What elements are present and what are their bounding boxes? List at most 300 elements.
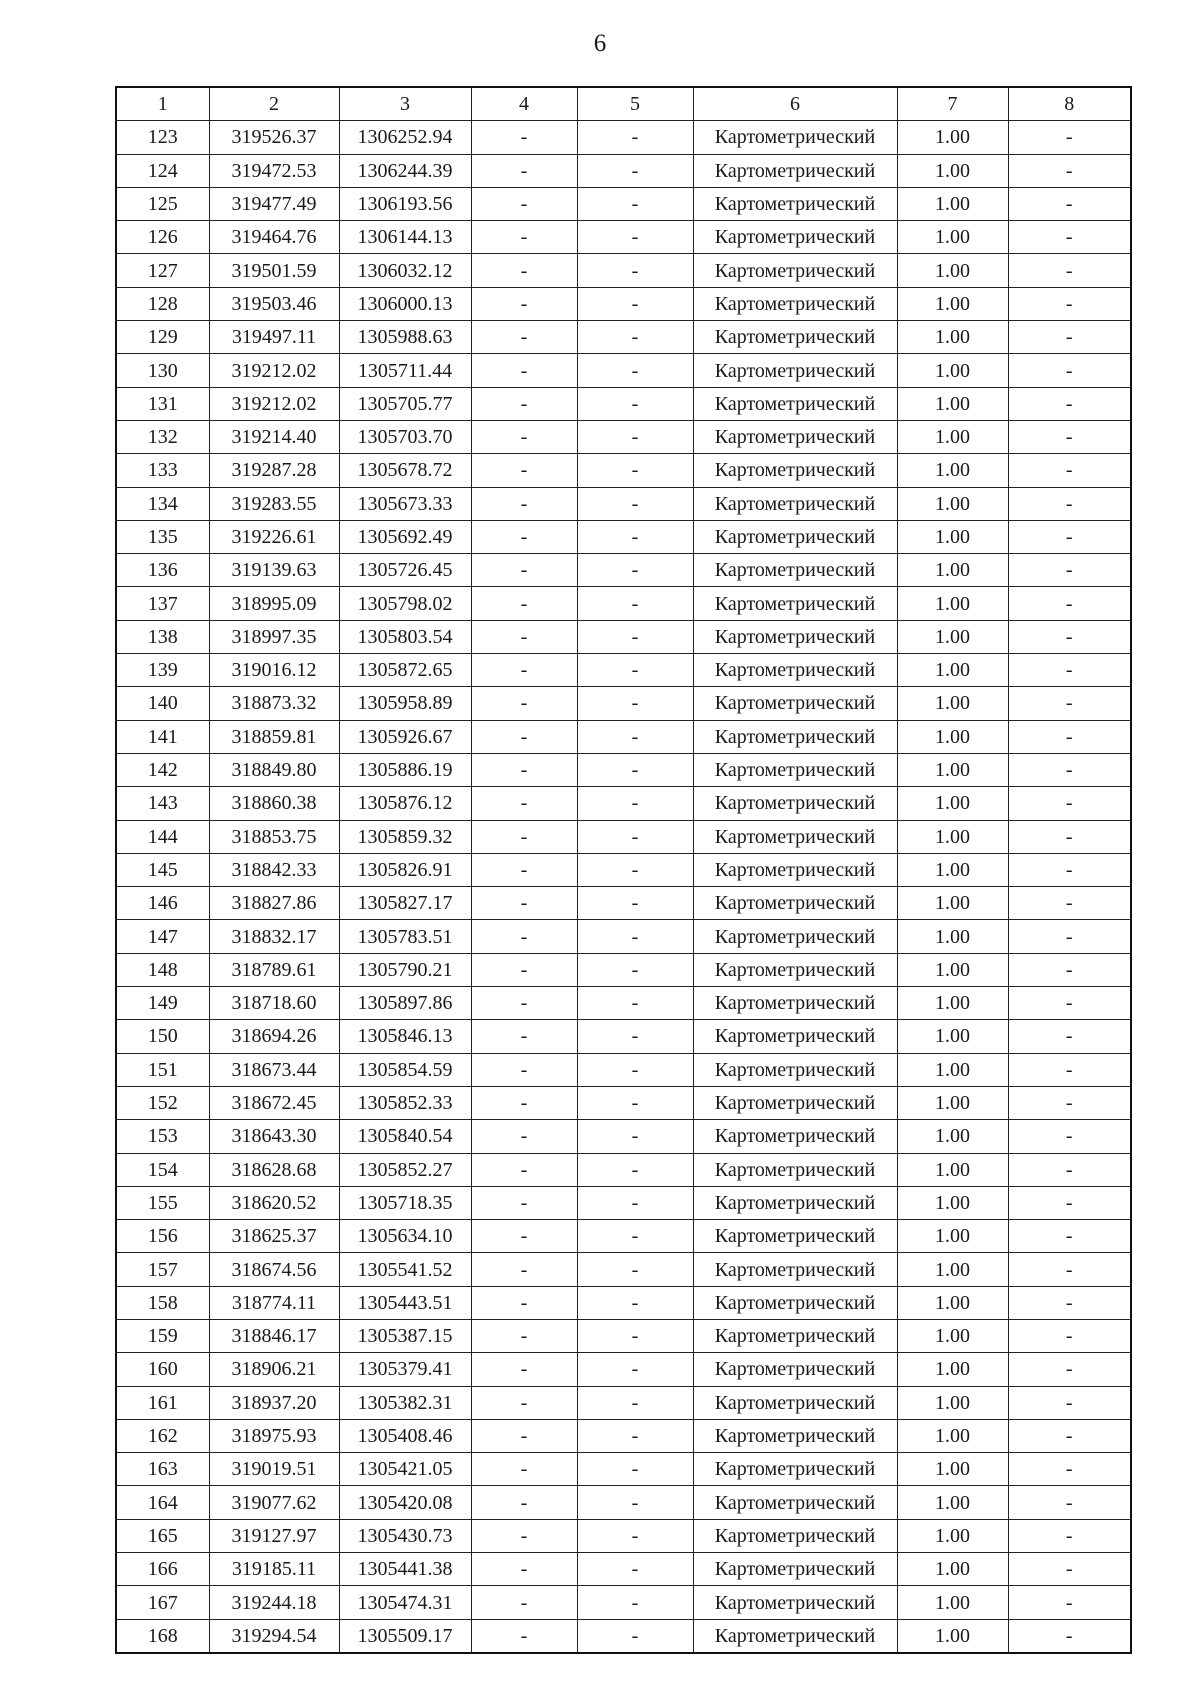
point-number-cell: 164 <box>116 1486 209 1519</box>
y-coordinate-cell: 1305840.54 <box>339 1120 471 1153</box>
point-number-cell: 125 <box>116 187 209 220</box>
col5-cell: - <box>577 1386 693 1419</box>
method-cell: Картометрический <box>693 1386 897 1419</box>
col4-cell: - <box>471 720 577 753</box>
table-row <box>116 987 1131 1020</box>
table-row <box>116 1286 1131 1319</box>
accuracy-cell: 1.00 <box>897 1220 1008 1253</box>
point-number-cell: 153 <box>116 1120 209 1153</box>
method-cell: Картометрический <box>693 1286 897 1319</box>
x-coordinate-cell: 318672.45 <box>209 1086 339 1119</box>
table-row <box>116 387 1131 420</box>
col4-cell: - <box>471 820 577 853</box>
point-number-cell: 161 <box>116 1386 209 1419</box>
col5-cell: - <box>577 487 693 520</box>
accuracy-cell: 1.00 <box>897 1319 1008 1352</box>
col8-cell: - <box>1008 587 1131 620</box>
col8-cell: - <box>1008 1353 1131 1386</box>
table-row <box>116 1586 1131 1619</box>
x-coordinate-cell: 319503.46 <box>209 287 339 320</box>
point-number-cell: 129 <box>116 321 209 354</box>
point-number-cell: 146 <box>116 887 209 920</box>
col5-cell: - <box>577 1053 693 1086</box>
table-row <box>116 1220 1131 1253</box>
y-coordinate-cell: 1306193.56 <box>339 187 471 220</box>
point-number-cell: 150 <box>116 1020 209 1053</box>
y-coordinate-cell: 1305958.89 <box>339 687 471 720</box>
point-number-cell: 166 <box>116 1553 209 1586</box>
y-coordinate-cell: 1305673.33 <box>339 487 471 520</box>
method-cell: Картометрический <box>693 953 897 986</box>
table-row <box>116 420 1131 453</box>
point-number-cell: 123 <box>116 121 209 154</box>
x-coordinate-cell: 318625.37 <box>209 1220 339 1253</box>
x-coordinate-cell: 319294.54 <box>209 1619 339 1653</box>
col4-cell: - <box>471 853 577 886</box>
method-cell: Картометрический <box>693 1486 897 1519</box>
accuracy-cell: 1.00 <box>897 687 1008 720</box>
table-row <box>116 1353 1131 1386</box>
x-coordinate-cell: 319212.02 <box>209 354 339 387</box>
x-coordinate-cell: 319472.53 <box>209 154 339 187</box>
y-coordinate-cell: 1305872.65 <box>339 654 471 687</box>
method-cell: Картометрический <box>693 487 897 520</box>
y-coordinate-cell: 1306144.13 <box>339 221 471 254</box>
col8-cell: - <box>1008 1519 1131 1552</box>
table-row <box>116 787 1131 820</box>
table-row <box>116 221 1131 254</box>
x-coordinate-cell: 318774.11 <box>209 1286 339 1319</box>
method-cell: Картометрический <box>693 354 897 387</box>
col8-cell: - <box>1008 221 1131 254</box>
col4-cell: - <box>471 1020 577 1053</box>
table-row <box>116 1386 1131 1419</box>
col8-cell: - <box>1008 1453 1131 1486</box>
col8-cell: - <box>1008 554 1131 587</box>
table-row <box>116 687 1131 720</box>
header-cell: 4 <box>471 87 577 121</box>
table-row <box>116 187 1131 220</box>
accuracy-cell: 1.00 <box>897 354 1008 387</box>
col8-cell: - <box>1008 920 1131 953</box>
col8-cell: - <box>1008 354 1131 387</box>
table-row <box>116 1186 1131 1219</box>
col8-cell: - <box>1008 1253 1131 1286</box>
header-cell: 2 <box>209 87 339 121</box>
method-cell: Картометрический <box>693 1186 897 1219</box>
method-cell: Картометрический <box>693 254 897 287</box>
point-number-cell: 152 <box>116 1086 209 1119</box>
col5-cell: - <box>577 221 693 254</box>
y-coordinate-cell: 1305846.13 <box>339 1020 471 1053</box>
method-cell: Картометрический <box>693 1353 897 1386</box>
point-number-cell: 147 <box>116 920 209 953</box>
point-number-cell: 128 <box>116 287 209 320</box>
col8-cell: - <box>1008 1286 1131 1319</box>
header-cell: 8 <box>1008 87 1131 121</box>
accuracy-cell: 1.00 <box>897 654 1008 687</box>
y-coordinate-cell: 1305827.17 <box>339 887 471 920</box>
point-number-cell: 137 <box>116 587 209 620</box>
method-cell: Картометрический <box>693 1053 897 1086</box>
table-row <box>116 1120 1131 1153</box>
col5-cell: - <box>577 787 693 820</box>
y-coordinate-cell: 1305859.32 <box>339 820 471 853</box>
y-coordinate-cell: 1305826.91 <box>339 853 471 886</box>
y-coordinate-cell: 1306032.12 <box>339 254 471 287</box>
accuracy-cell: 1.00 <box>897 1120 1008 1153</box>
col5-cell: - <box>577 154 693 187</box>
col8-cell: - <box>1008 753 1131 786</box>
col5-cell: - <box>577 587 693 620</box>
y-coordinate-cell: 1305408.46 <box>339 1419 471 1452</box>
accuracy-cell: 1.00 <box>897 920 1008 953</box>
x-coordinate-cell: 318995.09 <box>209 587 339 620</box>
col4-cell: - <box>471 387 577 420</box>
col8-cell: - <box>1008 853 1131 886</box>
col5-cell: - <box>577 187 693 220</box>
col5-cell: - <box>577 1120 693 1153</box>
col5-cell: - <box>577 620 693 653</box>
y-coordinate-cell: 1305876.12 <box>339 787 471 820</box>
x-coordinate-cell: 318620.52 <box>209 1186 339 1219</box>
table-row <box>116 587 1131 620</box>
col8-cell: - <box>1008 787 1131 820</box>
method-cell: Картометрический <box>693 620 897 653</box>
col8-cell: - <box>1008 720 1131 753</box>
accuracy-cell: 1.00 <box>897 1353 1008 1386</box>
accuracy-cell: 1.00 <box>897 520 1008 553</box>
col4-cell: - <box>471 587 577 620</box>
col4-cell: - <box>471 454 577 487</box>
accuracy-cell: 1.00 <box>897 1186 1008 1219</box>
table-row <box>116 620 1131 653</box>
point-number-cell: 142 <box>116 753 209 786</box>
col5-cell: - <box>577 1319 693 1352</box>
x-coordinate-cell: 319214.40 <box>209 420 339 453</box>
col4-cell: - <box>471 221 577 254</box>
accuracy-cell: 1.00 <box>897 587 1008 620</box>
y-coordinate-cell: 1305541.52 <box>339 1253 471 1286</box>
col5-cell: - <box>577 287 693 320</box>
col5-cell: - <box>577 887 693 920</box>
col8-cell: - <box>1008 1120 1131 1153</box>
accuracy-cell: 1.00 <box>897 887 1008 920</box>
method-cell: Картометрический <box>693 720 897 753</box>
method-cell: Картометрический <box>693 1519 897 1552</box>
y-coordinate-cell: 1305852.27 <box>339 1153 471 1186</box>
col5-cell: - <box>577 1153 693 1186</box>
y-coordinate-cell: 1305634.10 <box>339 1220 471 1253</box>
point-number-cell: 144 <box>116 820 209 853</box>
col8-cell: - <box>1008 321 1131 354</box>
y-coordinate-cell: 1306000.13 <box>339 287 471 320</box>
method-cell: Картометрический <box>693 587 897 620</box>
col5-cell: - <box>577 1553 693 1586</box>
col8-cell: - <box>1008 1186 1131 1219</box>
col5-cell: - <box>577 1619 693 1653</box>
x-coordinate-cell: 318673.44 <box>209 1053 339 1086</box>
y-coordinate-cell: 1305897.86 <box>339 987 471 1020</box>
col4-cell: - <box>471 1486 577 1519</box>
accuracy-cell: 1.00 <box>897 1419 1008 1452</box>
accuracy-cell: 1.00 <box>897 121 1008 154</box>
accuracy-cell: 1.00 <box>897 853 1008 886</box>
point-number-cell: 163 <box>116 1453 209 1486</box>
x-coordinate-cell: 318997.35 <box>209 620 339 653</box>
col4-cell: - <box>471 887 577 920</box>
col4-cell: - <box>471 154 577 187</box>
col4-cell: - <box>471 187 577 220</box>
point-number-cell: 141 <box>116 720 209 753</box>
point-number-cell: 148 <box>116 953 209 986</box>
table-row <box>116 920 1131 953</box>
col5-cell: - <box>577 420 693 453</box>
point-number-cell: 165 <box>116 1519 209 1552</box>
method-cell: Картометрический <box>693 420 897 453</box>
col8-cell: - <box>1008 1419 1131 1452</box>
table-row <box>116 1020 1131 1053</box>
table-row <box>116 1419 1131 1452</box>
y-coordinate-cell: 1305852.33 <box>339 1086 471 1119</box>
method-cell: Картометрический <box>693 787 897 820</box>
method-cell: Картометрический <box>693 1086 897 1119</box>
accuracy-cell: 1.00 <box>897 1586 1008 1619</box>
point-number-cell: 159 <box>116 1319 209 1352</box>
method-cell: Картометрический <box>693 1120 897 1153</box>
col4-cell: - <box>471 953 577 986</box>
accuracy-cell: 1.00 <box>897 1453 1008 1486</box>
y-coordinate-cell: 1305443.51 <box>339 1286 471 1319</box>
table-row <box>116 753 1131 786</box>
point-number-cell: 135 <box>116 520 209 553</box>
accuracy-cell: 1.00 <box>897 254 1008 287</box>
table-row <box>116 520 1131 553</box>
col5-cell: - <box>577 654 693 687</box>
x-coordinate-cell: 318643.30 <box>209 1120 339 1153</box>
x-coordinate-cell: 319501.59 <box>209 254 339 287</box>
point-number-cell: 138 <box>116 620 209 653</box>
table-row <box>116 287 1131 320</box>
col8-cell: - <box>1008 1086 1131 1119</box>
col4-cell: - <box>471 1386 577 1419</box>
col5-cell: - <box>577 454 693 487</box>
col4-cell: - <box>471 554 577 587</box>
col4-cell: - <box>471 787 577 820</box>
col5-cell: - <box>577 687 693 720</box>
x-coordinate-cell: 318674.56 <box>209 1253 339 1286</box>
point-number-cell: 134 <box>116 487 209 520</box>
accuracy-cell: 1.00 <box>897 387 1008 420</box>
table-row <box>116 853 1131 886</box>
method-cell: Картометрический <box>693 987 897 1020</box>
point-number-cell: 124 <box>116 154 209 187</box>
col4-cell: - <box>471 1519 577 1552</box>
col8-cell: - <box>1008 287 1131 320</box>
x-coordinate-cell: 318937.20 <box>209 1386 339 1419</box>
method-cell: Картометрический <box>693 1453 897 1486</box>
y-coordinate-cell: 1305430.73 <box>339 1519 471 1552</box>
method-cell: Картометрический <box>693 1153 897 1186</box>
accuracy-cell: 1.00 <box>897 953 1008 986</box>
col5-cell: - <box>577 753 693 786</box>
col8-cell: - <box>1008 154 1131 187</box>
y-coordinate-cell: 1305387.15 <box>339 1319 471 1352</box>
col8-cell: - <box>1008 1319 1131 1352</box>
method-cell: Картометрический <box>693 287 897 320</box>
header-row <box>116 87 1131 121</box>
y-coordinate-cell: 1305382.31 <box>339 1386 471 1419</box>
point-number-cell: 126 <box>116 221 209 254</box>
method-cell: Картометрический <box>693 654 897 687</box>
col5-cell: - <box>577 254 693 287</box>
point-number-cell: 151 <box>116 1053 209 1086</box>
accuracy-cell: 1.00 <box>897 420 1008 453</box>
method-cell: Картометрический <box>693 454 897 487</box>
y-coordinate-cell: 1305798.02 <box>339 587 471 620</box>
y-coordinate-cell: 1305420.08 <box>339 1486 471 1519</box>
table-row <box>116 887 1131 920</box>
method-cell: Картометрический <box>693 321 897 354</box>
col8-cell: - <box>1008 987 1131 1020</box>
method-cell: Картометрический <box>693 687 897 720</box>
y-coordinate-cell: 1305783.51 <box>339 920 471 953</box>
col4-cell: - <box>471 1453 577 1486</box>
col5-cell: - <box>577 1020 693 1053</box>
y-coordinate-cell: 1305726.45 <box>339 554 471 587</box>
x-coordinate-cell: 319526.37 <box>209 121 339 154</box>
table-row <box>116 1086 1131 1119</box>
y-coordinate-cell: 1305803.54 <box>339 620 471 653</box>
col8-cell: - <box>1008 1619 1131 1653</box>
col8-cell: - <box>1008 487 1131 520</box>
y-coordinate-cell: 1305705.77 <box>339 387 471 420</box>
x-coordinate-cell: 319497.11 <box>209 321 339 354</box>
col4-cell: - <box>471 1553 577 1586</box>
x-coordinate-cell: 318860.38 <box>209 787 339 820</box>
accuracy-cell: 1.00 <box>897 1519 1008 1552</box>
accuracy-cell: 1.00 <box>897 321 1008 354</box>
accuracy-cell: 1.00 <box>897 620 1008 653</box>
table-row <box>116 820 1131 853</box>
y-coordinate-cell: 1305692.49 <box>339 520 471 553</box>
method-cell: Картометрический <box>693 820 897 853</box>
x-coordinate-cell: 319127.97 <box>209 1519 339 1552</box>
col8-cell: - <box>1008 1220 1131 1253</box>
header-cell: 1 <box>116 87 209 121</box>
col8-cell: - <box>1008 387 1131 420</box>
table-row <box>116 154 1131 187</box>
method-cell: Картометрический <box>693 1253 897 1286</box>
method-cell: Картометрический <box>693 554 897 587</box>
col8-cell: - <box>1008 1586 1131 1619</box>
x-coordinate-cell: 318827.86 <box>209 887 339 920</box>
y-coordinate-cell: 1305379.41 <box>339 1353 471 1386</box>
col8-cell: - <box>1008 887 1131 920</box>
x-coordinate-cell: 318842.33 <box>209 853 339 886</box>
col8-cell: - <box>1008 187 1131 220</box>
y-coordinate-cell: 1305711.44 <box>339 354 471 387</box>
col8-cell: - <box>1008 454 1131 487</box>
method-cell: Картометрический <box>693 1586 897 1619</box>
col8-cell: - <box>1008 254 1131 287</box>
accuracy-cell: 1.00 <box>897 720 1008 753</box>
col5-cell: - <box>577 1286 693 1319</box>
col5-cell: - <box>577 1086 693 1119</box>
table-body <box>116 121 1131 1653</box>
method-cell: Картометрический <box>693 1020 897 1053</box>
accuracy-cell: 1.00 <box>897 1053 1008 1086</box>
col5-cell: - <box>577 1453 693 1486</box>
point-number-cell: 130 <box>116 354 209 387</box>
accuracy-cell: 1.00 <box>897 753 1008 786</box>
col4-cell: - <box>471 420 577 453</box>
col4-cell: - <box>471 1086 577 1119</box>
accuracy-cell: 1.00 <box>897 1553 1008 1586</box>
col4-cell: - <box>471 321 577 354</box>
point-number-cell: 167 <box>116 1586 209 1619</box>
point-number-cell: 155 <box>116 1186 209 1219</box>
table-row <box>116 254 1131 287</box>
x-coordinate-cell: 318628.68 <box>209 1153 339 1186</box>
col5-cell: - <box>577 987 693 1020</box>
y-coordinate-cell: 1305509.17 <box>339 1619 471 1653</box>
col4-cell: - <box>471 1153 577 1186</box>
col5-cell: - <box>577 920 693 953</box>
accuracy-cell: 1.00 <box>897 287 1008 320</box>
point-number-cell: 157 <box>116 1253 209 1286</box>
accuracy-cell: 1.00 <box>897 1020 1008 1053</box>
col8-cell: - <box>1008 1020 1131 1053</box>
point-number-cell: 154 <box>116 1153 209 1186</box>
y-coordinate-cell: 1306244.39 <box>339 154 471 187</box>
point-number-cell: 156 <box>116 1220 209 1253</box>
col4-cell: - <box>471 920 577 953</box>
table-row <box>116 1153 1131 1186</box>
col4-cell: - <box>471 254 577 287</box>
table-row <box>116 1486 1131 1519</box>
accuracy-cell: 1.00 <box>897 221 1008 254</box>
table-row <box>116 1553 1131 1586</box>
table-row <box>116 321 1131 354</box>
method-cell: Картометрический <box>693 1419 897 1452</box>
accuracy-cell: 1.00 <box>897 787 1008 820</box>
accuracy-cell: 1.00 <box>897 1153 1008 1186</box>
x-coordinate-cell: 319185.11 <box>209 1553 339 1586</box>
accuracy-cell: 1.00 <box>897 1086 1008 1119</box>
table-row <box>116 1319 1131 1352</box>
table-row <box>116 1619 1131 1653</box>
x-coordinate-cell: 318832.17 <box>209 920 339 953</box>
col4-cell: - <box>471 1319 577 1352</box>
accuracy-cell: 1.00 <box>897 1619 1008 1653</box>
accuracy-cell: 1.00 <box>897 987 1008 1020</box>
y-coordinate-cell: 1305703.70 <box>339 420 471 453</box>
x-coordinate-cell: 319139.63 <box>209 554 339 587</box>
method-cell: Картометрический <box>693 1553 897 1586</box>
table-row <box>116 354 1131 387</box>
y-coordinate-cell: 1305441.38 <box>339 1553 471 1586</box>
col5-cell: - <box>577 1519 693 1552</box>
col8-cell: - <box>1008 420 1131 453</box>
col4-cell: - <box>471 1053 577 1086</box>
table-row <box>116 1253 1131 1286</box>
x-coordinate-cell: 319477.49 <box>209 187 339 220</box>
method-cell: Картометрический <box>693 121 897 154</box>
col4-cell: - <box>471 1120 577 1153</box>
x-coordinate-cell: 319244.18 <box>209 1586 339 1619</box>
point-number-cell: 168 <box>116 1619 209 1653</box>
